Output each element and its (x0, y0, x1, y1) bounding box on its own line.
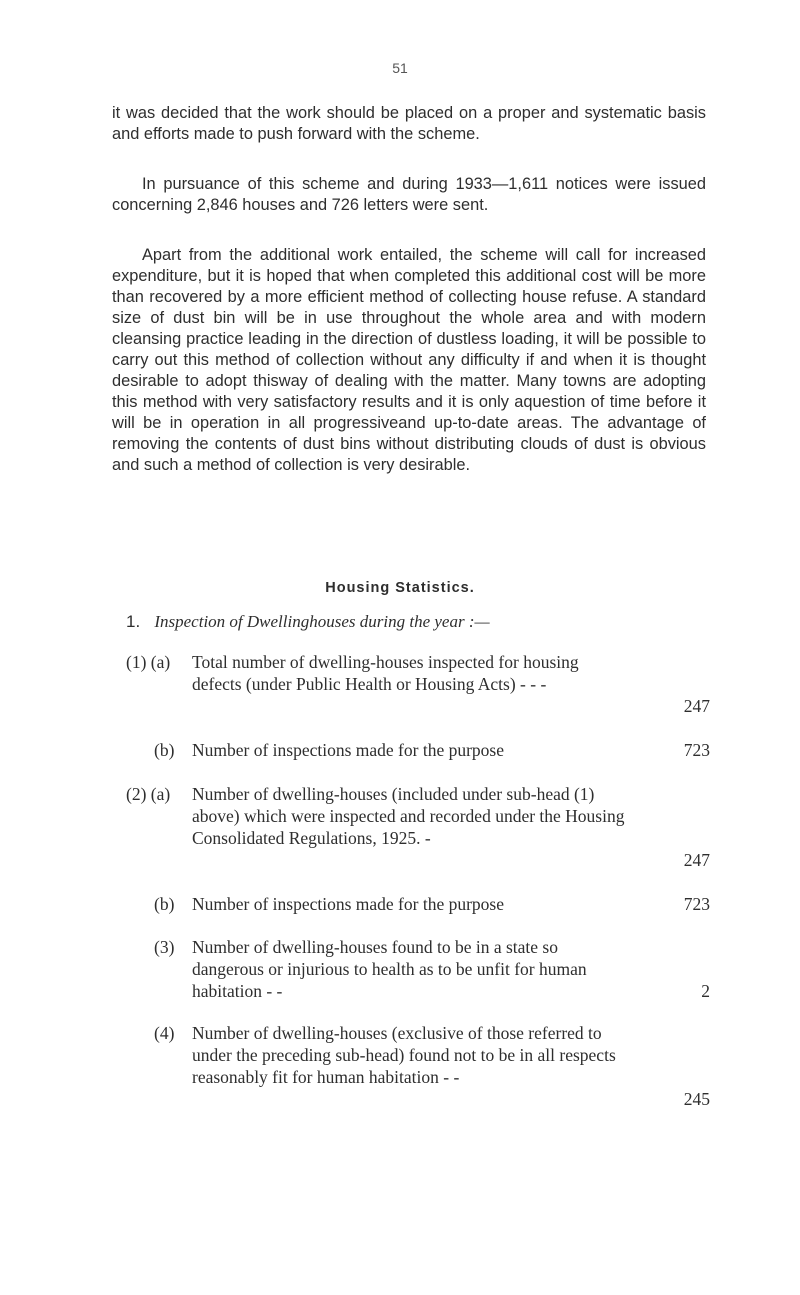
item-label: (3) (154, 937, 175, 957)
item-text: Number of inspections made for the purpose (192, 740, 505, 760)
item-value: 247 (683, 850, 710, 870)
item-text: Total number of dwelling-houses inspected for housing defects (under Public Health or Housing Acts) - - - (192, 652, 579, 694)
item-value: 245 (683, 1089, 710, 1109)
item-label: (b) (154, 740, 175, 760)
item-label: (2) (a) (126, 784, 171, 804)
item-text: Number of dwelling-houses (included under sub-head (1) above) which were inspected and recorded under the Housing Consolidated Regulations, 1925. - (192, 784, 625, 848)
item-text: Number of inspections made for the purpose (192, 894, 505, 914)
statistics-item (126, 783, 710, 871)
subsection-number: 1. (126, 612, 141, 631)
item-label: (4) (154, 1023, 175, 1043)
subsection-title: Inspection of Dwellinghouses during the year :— (154, 612, 490, 631)
item-text: Number of dwelling-houses found to be in a state so dangerous or injurious to health as to be unfit for human habitation - - (192, 937, 587, 1001)
paragraph-continuation: it was decided that the work should be placed on a proper and systematic basis and efforts made to push forward with the scheme. (112, 104, 706, 143)
subsection-heading (126, 611, 726, 632)
paragraph-notices: In pursuance of this scheme and during 1933—1,611 notices were issued concerning 2,846 houses and 726 letters were sent. (112, 175, 706, 214)
item-label: (1) (a) (126, 652, 171, 672)
item-value: 723 (683, 894, 710, 914)
item-value: 723 (683, 740, 710, 760)
item-label: (b) (154, 894, 175, 914)
statistics-item (126, 1022, 710, 1110)
statistics-item (126, 893, 710, 915)
section-heading: Housing Statistics. (325, 580, 475, 596)
statistics-item (126, 739, 710, 761)
item-text: Number of dwelling-houses (exclusive of those referred to under the preceding sub-head) found not to be in all respects reasonably fit for human habitation - - (192, 1023, 616, 1087)
item-value: 247 (683, 696, 710, 716)
item-value: 2 (701, 981, 710, 1001)
statistics-item (126, 651, 710, 717)
paragraph-scheme-costs: Apart from the additional work entailed, the scheme will call for increased expenditure, but it is hoped that when completed this additional cost will be more than recovered by a more efficient method of collecting house refuse. A standard size of dust bin will be in use throughout the whole area and with modern cleansing practice leading in the direction of dustless loading, it will be possible to carry out this method of collection without any difficulty if and when it is thought desirable to adopt thisway of dealing with the matter. Many towns are adopting this method with very satisfactory results and it is only aquestion of time before it will be in operation in all progressiveand up-to-date areas. The advantage of removing the contents of dust bins without distributing clouds of dust is obvious and such a method of collection is very desirable. (112, 246, 706, 474)
statistics-item (126, 936, 710, 1002)
page-number: 51 (392, 60, 408, 76)
